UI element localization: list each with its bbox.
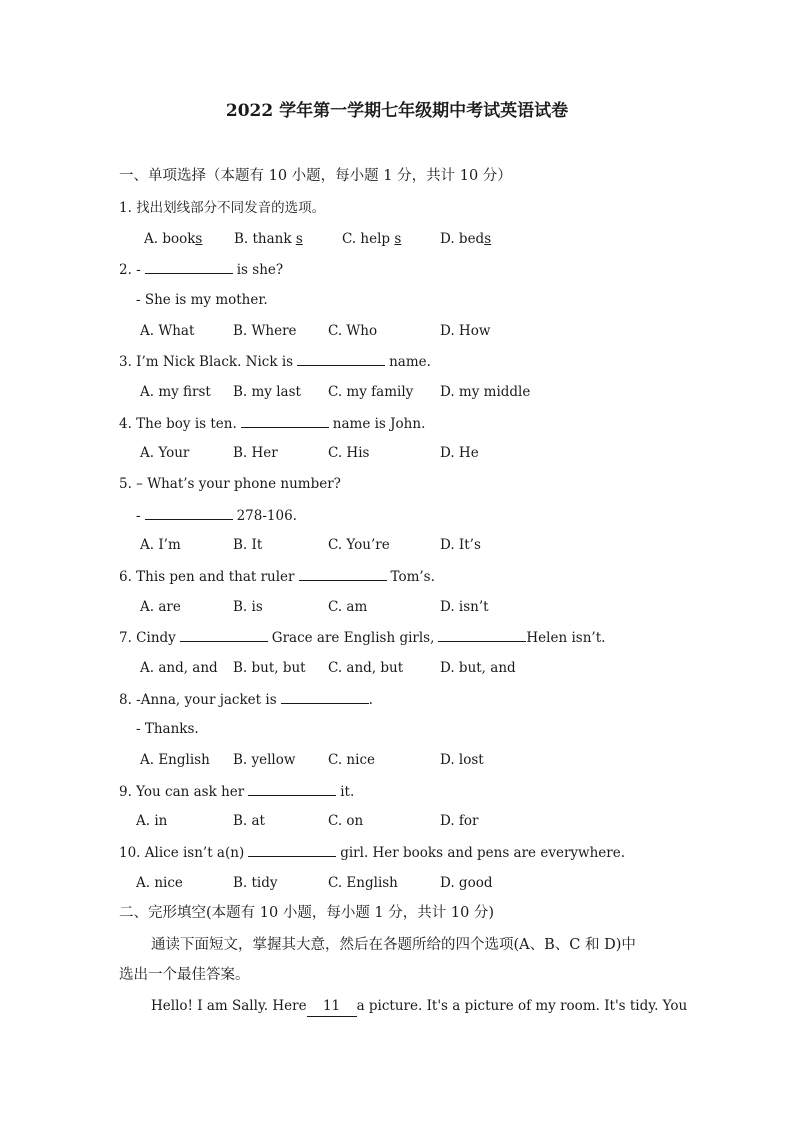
- option-c: C. and, but: [328, 660, 404, 676]
- option-d: D. How: [440, 323, 491, 339]
- option-a: A. and, and: [140, 660, 218, 676]
- option-d: D. It’s: [440, 537, 481, 553]
- option-a: A. my first: [140, 384, 211, 400]
- option-b: B. is: [233, 599, 263, 615]
- option-c: C. Who: [328, 323, 378, 339]
- question-8-options: [140, 750, 660, 770]
- option-d: D. but, and: [440, 660, 516, 676]
- question-3-options: [140, 382, 660, 402]
- option-d: D. beds: [440, 231, 492, 247]
- option-b: B. tidy: [233, 875, 278, 891]
- question-2-stem: 2. - is she?: [119, 259, 283, 280]
- option-c: C. His: [328, 445, 370, 461]
- question-6-stem: 6. This pen and that ruler Tom’s.: [119, 566, 435, 587]
- option-b: B. yellow: [233, 752, 296, 768]
- answer-blank: [281, 689, 369, 704]
- option-c: C. my family: [328, 384, 414, 400]
- question-6-options: [140, 597, 660, 617]
- question-5-options: [140, 535, 660, 555]
- question-1-stem: 1. 找出划线部分不同发音的选项。: [119, 200, 326, 216]
- question-3-stem: 3. I’m Nick Black. Nick is name.: [119, 351, 431, 372]
- option-d: D. good: [440, 875, 493, 891]
- cloze-blank-11: 11: [307, 996, 357, 1017]
- option-c: C. nice: [328, 752, 375, 768]
- passage-line-1: Hello! I am Sally. Here 11 a picture. It's a picture of my room. It's tidy. You: [151, 996, 687, 1017]
- question-7-stem: 7. Cindy Grace are English girls, Helen isn’t.: [119, 627, 605, 648]
- option-a: A. are: [140, 599, 181, 615]
- instruction-line-2: 选出一个最佳答案。: [119, 967, 250, 983]
- option-b: B. thank s: [234, 231, 303, 247]
- option-c: C. on: [328, 813, 364, 829]
- option-c: C. English: [328, 875, 398, 891]
- answer-blank: [248, 842, 336, 857]
- question-8-reply: - Thanks.: [136, 721, 199, 737]
- option-c: C. You’re: [328, 537, 390, 553]
- option-d: D. my middle: [440, 384, 531, 400]
- answer-blank: [145, 505, 233, 520]
- question-10-options: [136, 873, 656, 893]
- option-d: D. for: [440, 813, 479, 829]
- question-2-options: [140, 321, 660, 341]
- section-2-heading: 二、完形填空(本题有 10 小题，每小题 1 分，共计 10 分): [119, 905, 495, 921]
- section-1-heading: 一、单项选择（本题有 10 小题，每小题 1 分，共计 10 分）: [119, 168, 512, 184]
- option-b: B. Where: [233, 323, 297, 339]
- answer-blank: [145, 259, 233, 274]
- option-a: A. Your: [140, 445, 190, 461]
- option-b: B. my last: [233, 384, 301, 400]
- option-b: B. It: [233, 537, 263, 553]
- question-5-reply: - 278-106.: [136, 505, 297, 526]
- question-10-stem: 10. Alice isn’t a(n) girl. Her books and pens are everywhere.: [119, 842, 625, 863]
- option-d: D. isn’t: [440, 599, 489, 615]
- answer-blank: [299, 566, 387, 581]
- option-b: B. Her: [233, 445, 278, 461]
- question-1-options: [144, 229, 664, 249]
- option-a: A. nice: [136, 875, 183, 891]
- option-d: D. He: [440, 445, 479, 461]
- answer-blank: [180, 627, 268, 642]
- option-c: C. help s: [342, 231, 402, 247]
- question-2-reply: - She is my mother.: [136, 292, 268, 308]
- option-a: A. in: [136, 813, 168, 829]
- answer-blank: [438, 627, 526, 642]
- question-5-stem: 5. – What’s your phone number?: [119, 476, 341, 492]
- question-7-options: [140, 658, 660, 678]
- instruction-line-1: 通读下面短文，掌握其大意，然后在各题所给的四个选项(A、B、C 和 D)中: [151, 937, 636, 953]
- question-9-options: [136, 811, 656, 831]
- option-c: C. am: [328, 599, 368, 615]
- question-4-options: [140, 443, 660, 463]
- option-b: B. at: [233, 813, 265, 829]
- option-b: B. but, but: [233, 660, 306, 676]
- question-8-stem: 8. -Anna, your jacket is .: [119, 689, 373, 710]
- answer-blank: [297, 351, 385, 366]
- question-4-stem: 4. The boy is ten. name is John.: [119, 413, 425, 434]
- question-9-stem: 9. You can ask her it.: [119, 781, 354, 802]
- option-a: A. What: [140, 323, 195, 339]
- answer-blank: [241, 413, 329, 428]
- answer-blank: [248, 781, 336, 796]
- page-title: 2022 学年第一学期七年级期中考试英语试卷: [225, 101, 569, 121]
- option-a: A. I’m: [140, 537, 181, 553]
- option-d: D. lost: [440, 752, 484, 768]
- option-a: A. English: [140, 752, 210, 768]
- option-a: A. books: [144, 231, 203, 247]
